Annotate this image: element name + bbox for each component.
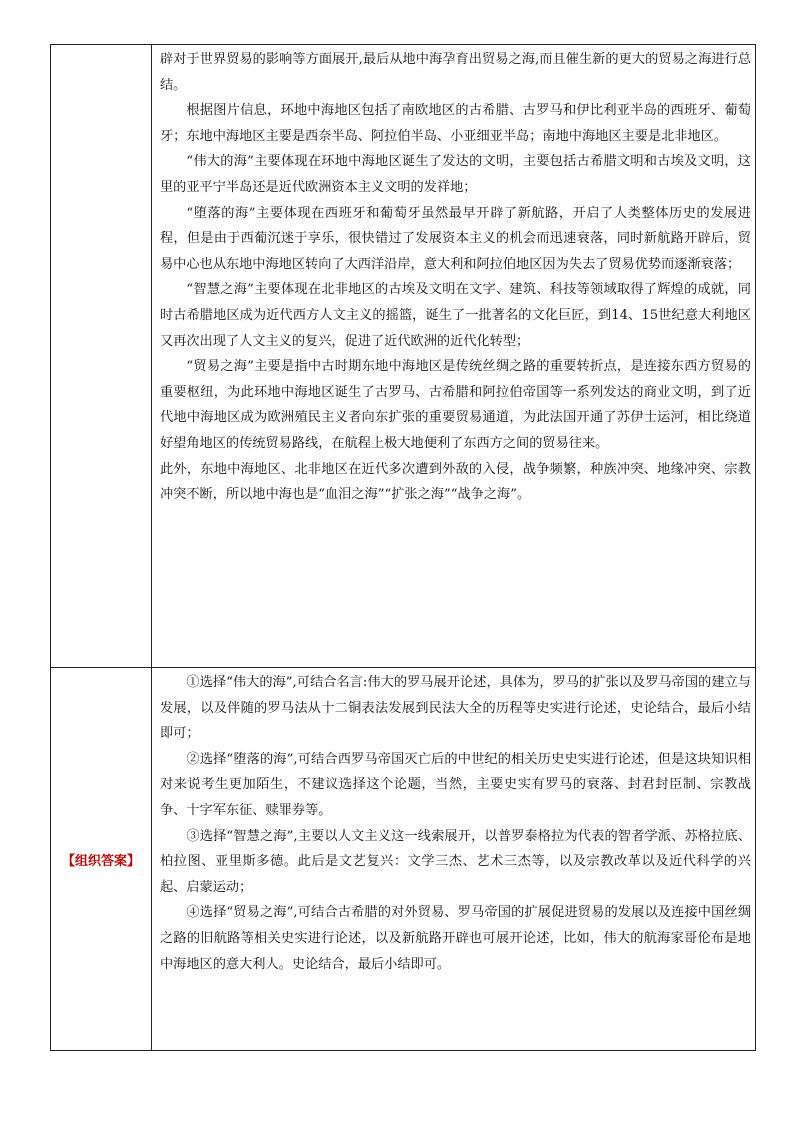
paragraph: ②选择“堕落的海”,可结合西罗马帝国灭亡后的中世纪的相关历史史实进行论述，但是这块知识相对来说考生更加陌生，不建议选择这个论题，当然，主要史实有罗马的衰落、封君封臣制、宗教战争、十字军东征、赎罪券等。 — [160, 751, 751, 818]
paragraph: 根据图片信息，环地中海地区包括了南欧地区的古希腊、古罗马和伊比利亚半岛的西班牙、葡萄牙；东地中海地区主要是西奈半岛、阿拉伯半岛、小亚细亚半岛；南地中海地区主要是北非地区。 — [160, 103, 751, 144]
paragraph: 此外，东地中海地区、北非地区在近代多次遭到外敌的入侵，战争频繁，种族冲突、地缘冲突、宗教冲突不断，所以地中海也是“血泪之海”“扩张之海”“战争之海”。 — [160, 461, 751, 503]
answer-row — [51, 668, 756, 1051]
paragraph: 辟对于世界贸易的影响等方面展开,最后从地中海孕育出贸易之海,而且催生新的更大的贸易之海进行总结。 — [160, 52, 751, 93]
paragraph: ①选择“伟大的海”,可结合名言:伟大的罗马展开论述，具体为，罗马的扩张以及罗马帝国的建立与发展，以及伴随的罗马法从十二铜表法发展到民法大全的历程等史实进行论述，史论结合，最后小结即可； — [160, 675, 751, 742]
paragraph: “贸易之海”主要是指中古时期东地中海地区是传统丝绸之路的重要转折点，是连接东西方贸易的重要枢纽，为此环地中海地区诞生了古罗马、古希腊和阿拉伯帝国等一系列发达的商业文明，到了近代地中海地区成为欧洲殖民主义者向东扩张的重要贸易通道，为此法国开通了苏伊士运河，相比绕道好望角地区的传统贸易路线，在航程上极大地便利了东西方之间的贸易往来。 — [160, 359, 751, 451]
analysis-row — [51, 45, 756, 668]
paragraph: “智慧之海”主要体现在北非地区的古埃及文明在文字、建筑、科技等领域取得了辉煌的成就，同时古希腊地区成为近代西方人文主义的摇篮，诞生了一批著名的文化巨匠，到14、15世纪意大利地区又再次出现了人文主义的复兴，促进了近代欧洲的近代化转型； — [160, 282, 751, 349]
analysis-label-cell — [51, 45, 152, 668]
document-table — [50, 44, 756, 1051]
paragraph: ④选择“贸易之海”,可结合古希腊的对外贸易、罗马帝国的扩展促进贸易的发展以及连接中国丝绸之路的旧航路等相关史实进行论述，以及新航路开辟也可展开论述，比如，伟大的航海家哥伦布是地中海地区的意大利人。史论结合，最后小结即可。 — [160, 905, 751, 972]
answer-label: 【组织答案】 — [61, 853, 140, 869]
paragraph: “伟大的海”主要体现在环地中海地区诞生了发达的文明，主要包括古希腊文明和古埃及文明，这里的亚平宁半岛还是近代欧洲资本主义文明的发祥地； — [160, 154, 751, 195]
analysis-content — [152, 45, 756, 668]
paragraph: “堕落的海”主要体现在西班牙和葡萄牙虽然最早开辟了新航路，开启了人类整体历史的发展进程，但是由于西葡沉迷于享乐，很快错过了发展资本主义的机会而迅速衰落，同时新航路开辟后，贸易中心也从东地中海地区转向了大西洋沿岸，意大利和阿拉伯地区因为失去了贸易优势而逐渐衰落； — [160, 205, 751, 272]
answer-content — [152, 668, 756, 1051]
paragraph: ③选择“智慧之海”,主要以人文主义这一线索展开，以普罗泰格拉为代表的智者学派、苏格拉底、柏拉图、亚里斯多德。此后是文艺复兴：文学三杰、艺术三杰等，以及宗教改革以及近代科学的兴起、启蒙运动； — [160, 828, 751, 895]
answer-label-cell — [51, 668, 152, 1051]
